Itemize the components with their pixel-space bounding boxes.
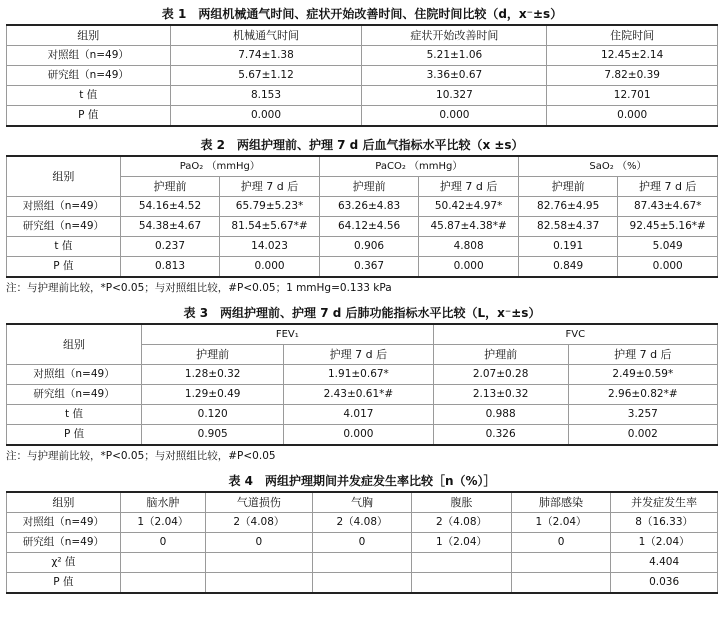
table2-row <box>7 197 718 217</box>
table2-row <box>7 217 718 237</box>
table3-cell: 0.120 <box>142 405 284 425</box>
table2-cell: 81.54±5.67*# <box>220 217 320 237</box>
table4-header: 气道损伤 <box>206 492 313 513</box>
table1-header-row <box>7 25 718 46</box>
table4-cell: 0 <box>206 533 313 553</box>
table3-row <box>7 385 718 405</box>
table3-sub-header: 护理前 <box>433 345 568 365</box>
table1-cell: 12.45±2.14 <box>547 46 718 66</box>
table4-header: 腹胀 <box>412 492 512 513</box>
table3-cell: 1.29±0.49 <box>142 385 284 405</box>
table4-header: 气胸 <box>312 492 412 513</box>
table1-cell: 3.36±0.67 <box>362 66 547 86</box>
table3-cell: 4.017 <box>284 405 433 425</box>
table4-cell: 1（2.04） <box>511 513 611 533</box>
table4-cell <box>312 553 412 573</box>
table4-cell: 0.036 <box>611 573 718 594</box>
table2-header-row <box>7 156 718 177</box>
table1-cell: t 值 <box>7 86 171 106</box>
table2-caption: 表 2 两组护理前、护理 7 d 后血气指标水平比较（x ±s） <box>200 138 524 152</box>
table1-cell: 10.327 <box>362 86 547 106</box>
table2-cell: 0.000 <box>618 257 718 278</box>
table2-sub-header: 护理前 <box>319 177 419 197</box>
table1-header: 组别 <box>7 25 171 46</box>
table2-cell: 50.42±4.97* <box>419 197 519 217</box>
table2-cell: 0.000 <box>220 257 320 278</box>
table2-main-header: SaO₂ （%） <box>518 156 717 177</box>
table2-cell: 64.12±4.56 <box>319 217 419 237</box>
table3 <box>6 323 718 446</box>
table3-cell: 0.000 <box>284 425 433 446</box>
table3-row <box>7 405 718 425</box>
table4-cell <box>312 573 412 594</box>
table3-cell: 对照组（n=49） <box>7 365 142 385</box>
table1-row <box>7 46 718 66</box>
table3-cell: 0.988 <box>433 405 568 425</box>
table2-cell: 87.43±4.67* <box>618 197 718 217</box>
table1-cell: 0.000 <box>362 106 547 127</box>
table3-cell: 2.49±0.59* <box>568 365 717 385</box>
table3-cell: 2.13±0.32 <box>433 385 568 405</box>
table2-sub-header: 护理 7 d 后 <box>220 177 320 197</box>
table4-header-row <box>7 492 718 513</box>
table4-cell: 1（2.04） <box>120 513 205 533</box>
table4-cell <box>120 573 205 594</box>
table4-cell: 研究组（n=49） <box>7 533 121 553</box>
table1-cell: 7.74±1.38 <box>170 46 362 66</box>
table1-header: 机械通气时间 <box>170 25 362 46</box>
table3-cell: 1.28±0.32 <box>142 365 284 385</box>
table3-cell: P 值 <box>7 425 142 446</box>
table1-cell: 对照组（n=49） <box>7 46 171 66</box>
table3-group-header: 组别 <box>7 324 142 365</box>
table4-cell: 2（4.08） <box>206 513 313 533</box>
table2-main-header: PaCO₂ （mmHg） <box>319 156 518 177</box>
table2-sub-header: 护理前 <box>518 177 618 197</box>
table2-cell: 54.38±4.67 <box>120 217 220 237</box>
table4-cell <box>511 573 611 594</box>
table3-sub-header: 护理 7 d 后 <box>284 345 433 365</box>
table2-sub-header: 护理 7 d 后 <box>419 177 519 197</box>
table2-cell: 63.26±4.83 <box>319 197 419 217</box>
table2-cell: 0.237 <box>120 237 220 257</box>
table4-row <box>7 533 718 553</box>
table2-sub-header: 护理前 <box>120 177 220 197</box>
table2-cell: 54.16±4.52 <box>120 197 220 217</box>
table4-cell <box>412 553 512 573</box>
table4-header: 并发症发生率 <box>611 492 718 513</box>
table1-cell: 8.153 <box>170 86 362 106</box>
table2-cell: 0.000 <box>419 257 519 278</box>
table2-cell: 45.87±4.38*# <box>419 217 519 237</box>
table1-header: 症状开始改善时间 <box>362 25 547 46</box>
table4-row <box>7 553 718 573</box>
table2-cell: 92.45±5.16*# <box>618 217 718 237</box>
table2-cell: 14.023 <box>220 237 320 257</box>
table2-cell: 0.191 <box>518 237 618 257</box>
table2-row <box>7 257 718 278</box>
table3-cell: 1.91±0.67* <box>284 365 433 385</box>
table3-cell: 2.07±0.28 <box>433 365 568 385</box>
table4-cell <box>120 553 205 573</box>
table1-cell: 研究组（n=49） <box>7 66 171 86</box>
table4-cell <box>206 573 313 594</box>
table3-note: 注：与护理前比较，*P<0.05；与对照组比较，#P<0.05 <box>6 450 276 462</box>
table2-cell: 5.049 <box>618 237 718 257</box>
table4-cell: 2（4.08） <box>412 513 512 533</box>
table4-cell <box>412 573 512 594</box>
table4-row <box>7 513 718 533</box>
table4-cell <box>206 553 313 573</box>
table4-cell: 0 <box>312 533 412 553</box>
table3-cell: 3.257 <box>568 405 717 425</box>
table4-header: 组别 <box>7 492 121 513</box>
table3-cell: 0.905 <box>142 425 284 446</box>
table4-cell: P 值 <box>7 573 121 594</box>
table2-cell: t 值 <box>7 237 121 257</box>
table2-cell: 4.808 <box>419 237 519 257</box>
table3-cell: t 值 <box>7 405 142 425</box>
table4-cell: 对照组（n=49） <box>7 513 121 533</box>
table1-cell: 5.67±1.12 <box>170 66 362 86</box>
table3-cell: 2.96±0.82*# <box>568 385 717 405</box>
table2-cell: 82.58±4.37 <box>518 217 618 237</box>
table1-row <box>7 66 718 86</box>
table1-cell: 0.000 <box>170 106 362 127</box>
table1-row <box>7 106 718 127</box>
table4-cell: 1（2.04） <box>412 533 512 553</box>
table1 <box>6 24 718 127</box>
table2-cell: 0.813 <box>120 257 220 278</box>
table3-row <box>7 425 718 446</box>
table4-cell: 0 <box>511 533 611 553</box>
table2-cell: P 值 <box>7 257 121 278</box>
table4-cell: 2（4.08） <box>312 513 412 533</box>
table2-cell: 对照组（n=49） <box>7 197 121 217</box>
table4-header: 肺部感染 <box>511 492 611 513</box>
table3-main-header: FEV₁ <box>142 324 433 345</box>
table2-cell: 0.906 <box>319 237 419 257</box>
table2-cell: 0.849 <box>518 257 618 278</box>
table2-group-header: 组别 <box>7 156 121 197</box>
table3-cell: 研究组（n=49） <box>7 385 142 405</box>
table3-sub-header: 护理 7 d 后 <box>568 345 717 365</box>
table3-cell: 0.002 <box>568 425 717 446</box>
table1-caption: 表 1 两组机械通气时间、症状开始改善时间、住院时间比较（d，x⁻±s） <box>161 7 563 21</box>
table2-cell: 研究组（n=49） <box>7 217 121 237</box>
table2-note: 注：与护理前比较，*P<0.05；与对照组比较，#P<0.05；1 mmHg=0.133 kPa <box>6 282 392 294</box>
table2-cell: 82.76±4.95 <box>518 197 618 217</box>
table2-cell: 0.367 <box>319 257 419 278</box>
table4-cell: 8（16.33） <box>611 513 718 533</box>
table3-caption: 表 3 两组护理前、护理 7 d 后肺功能指标水平比较（L，x⁻±s） <box>183 306 541 320</box>
table1-cell: 7.82±0.39 <box>547 66 718 86</box>
table4-cell <box>511 553 611 573</box>
table4-cell: χ² 值 <box>7 553 121 573</box>
table4 <box>6 491 718 594</box>
table2-sub-header: 护理 7 d 后 <box>618 177 718 197</box>
table1-row <box>7 86 718 106</box>
table4-cell: 0 <box>120 533 205 553</box>
table3-cell: 0.326 <box>433 425 568 446</box>
table3-row <box>7 365 718 385</box>
table2-cell: 65.79±5.23* <box>220 197 320 217</box>
table4-caption: 表 4 两组护理期间并发症发生率比较［n（%）］ <box>228 474 496 488</box>
table3-cell: 2.43±0.61*# <box>284 385 433 405</box>
table1-cell: P 值 <box>7 106 171 127</box>
table4-cell: 1（2.04） <box>611 533 718 553</box>
table2-main-header: PaO₂ （mmHg） <box>120 156 319 177</box>
table3-sub-header: 护理前 <box>142 345 284 365</box>
table3-main-header: FVC <box>433 324 717 345</box>
table4-cell: 4.404 <box>611 553 718 573</box>
table1-cell: 12.701 <box>547 86 718 106</box>
table4-header: 脑水肿 <box>120 492 205 513</box>
table2-row <box>7 237 718 257</box>
table3-header-row <box>7 324 718 345</box>
table2 <box>6 155 718 278</box>
table1-cell: 5.21±1.06 <box>362 46 547 66</box>
table1-cell: 0.000 <box>547 106 718 127</box>
table4-row <box>7 573 718 594</box>
table1-header: 住院时间 <box>547 25 718 46</box>
